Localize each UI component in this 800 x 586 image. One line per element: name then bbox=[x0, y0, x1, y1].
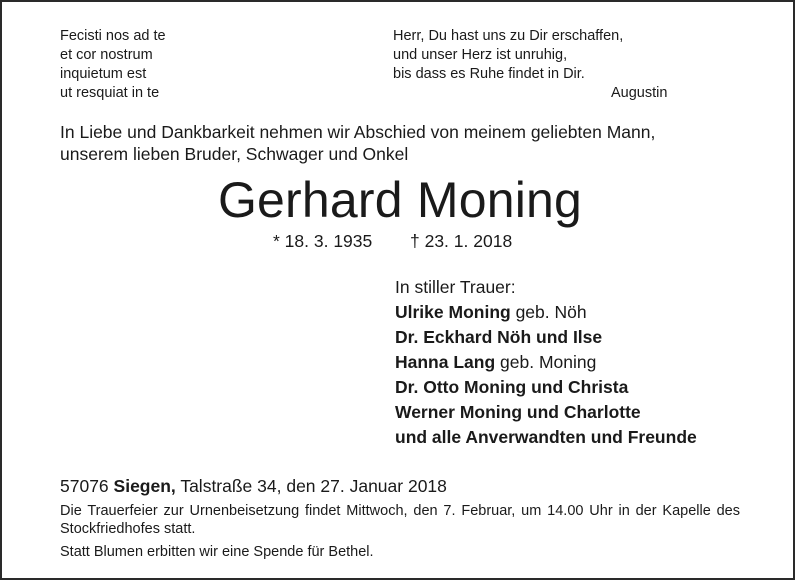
mourner-line bbox=[395, 375, 697, 400]
address-date: Talstraße 34, den 27. Januar 2018 bbox=[175, 476, 447, 496]
city-name: Siegen, bbox=[113, 476, 176, 496]
funeral-info: Die Trauerfeier zur Urnenbeisetzung findet Mittwoch, den 7. Februar, um 14.00 Uhr in der Kapelle des Stockfriedhofes statt. bbox=[60, 503, 740, 537]
intro-text bbox=[60, 121, 655, 165]
latin-verse-line: et cor nostrum bbox=[60, 47, 153, 63]
german-verse-line: bis dass es Ruhe findet in Dir. bbox=[393, 66, 585, 82]
mourner-line bbox=[395, 425, 697, 450]
intro-line: In Liebe und Dankbarkeit nehmen wir Abschied von meinem geliebten Mann, bbox=[60, 122, 656, 142]
place-date-line bbox=[60, 475, 447, 497]
mourner-line bbox=[395, 400, 697, 425]
donation-note: Statt Blumen erbitten wir eine Spende für Bethel. bbox=[60, 544, 374, 560]
mourner-suffix: geb. Nöh bbox=[510, 302, 587, 322]
mourner-name: Dr. Otto Moning und Christa bbox=[395, 377, 629, 397]
mourner-name: und alle Anverwandten und Freunde bbox=[395, 427, 697, 447]
mourner-name: Dr. Eckhard Nöh und Ilse bbox=[395, 327, 603, 347]
mourning-label: In stiller Trauer: bbox=[395, 277, 516, 297]
death-date: † 23. 1. 2018 bbox=[410, 231, 513, 251]
postal-code: 57076 bbox=[60, 476, 114, 496]
german-verse-line: und unser Herz ist unruhig, bbox=[393, 47, 568, 63]
verse-author: Augustin bbox=[611, 85, 668, 101]
latin-verse-line: Fecisti nos ad te bbox=[60, 28, 166, 44]
latin-verse-line: ut resquiat in te bbox=[60, 85, 160, 101]
birth-date: * 18. 3. 1935 bbox=[273, 231, 373, 251]
deceased-name: Gerhard Moning bbox=[217, 172, 583, 228]
latin-verse-line: inquietum est bbox=[60, 66, 147, 82]
mourner-name: Hanna Lang bbox=[395, 352, 496, 372]
mourner-name: Werner Moning und Charlotte bbox=[395, 402, 641, 422]
mourners-block bbox=[395, 275, 697, 450]
mourner-name: Ulrike Moning bbox=[395, 302, 511, 322]
latin-verse bbox=[60, 27, 166, 103]
german-verse-line: Herr, Du hast uns zu Dir erschaffen, bbox=[393, 28, 624, 44]
mourner-line bbox=[395, 325, 697, 350]
mourner-line bbox=[395, 350, 697, 375]
mourner-line bbox=[395, 300, 697, 325]
mourner-suffix: geb. Moning bbox=[495, 352, 597, 372]
german-verse bbox=[393, 27, 623, 84]
intro-line: unserem lieben Bruder, Schwager und Onkel bbox=[60, 144, 409, 164]
